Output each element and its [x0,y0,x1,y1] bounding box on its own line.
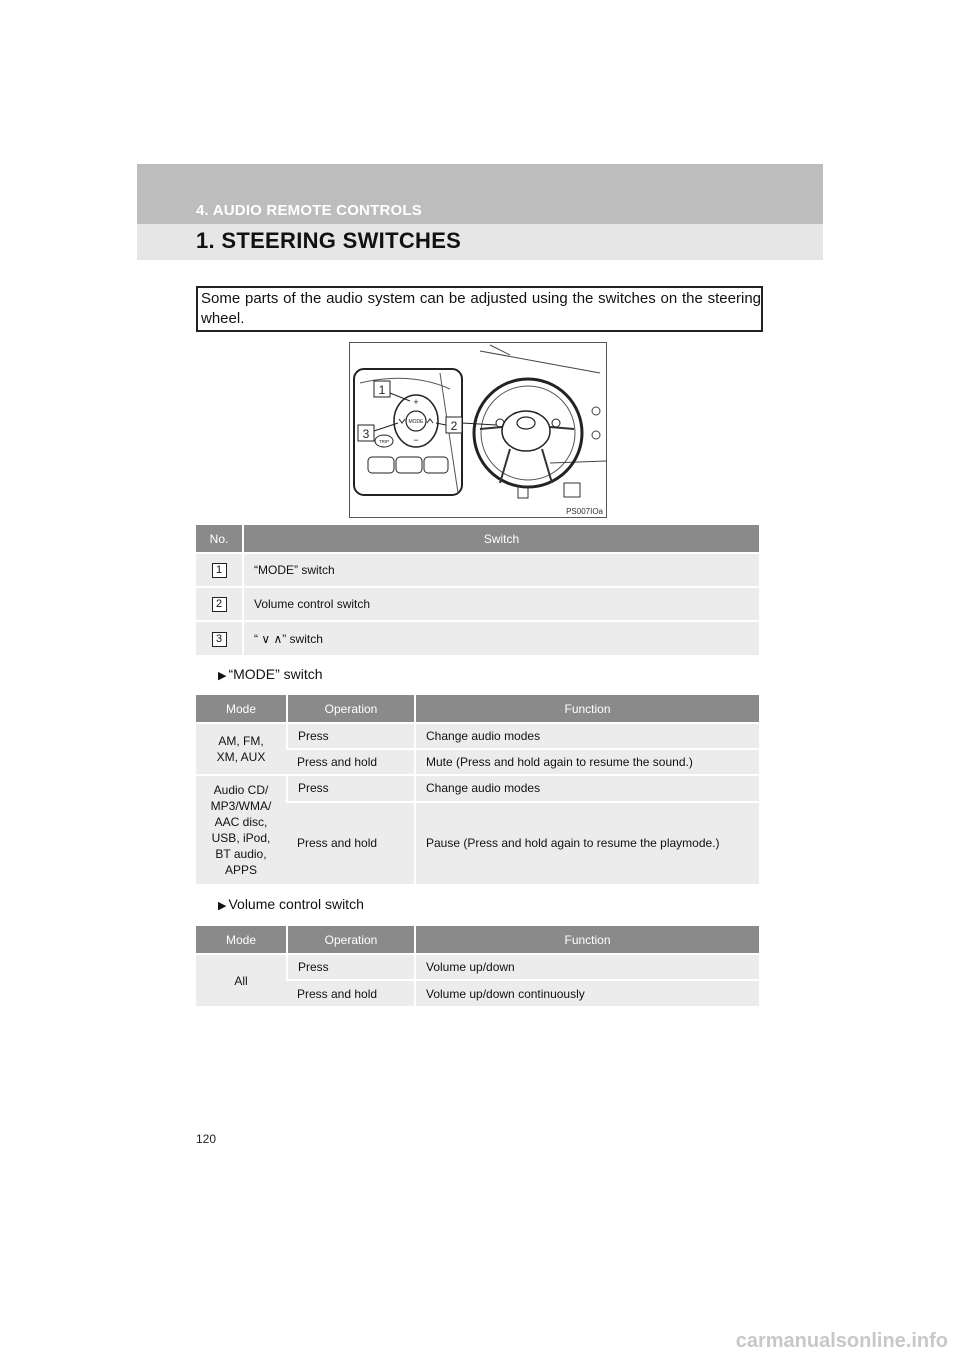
switch-label: “MODE” switch [243,553,759,587]
function-cell: Change audio modes [415,775,759,802]
watermark: carmanualsonline.info [735,1330,948,1352]
steering-wheel-illustration [349,342,607,518]
volume-switch-heading-text: Volume control switch [228,896,364,912]
operation-cell: Press [287,723,415,749]
operation-cell: Press and hold [287,802,415,884]
mode-cell: All [196,954,287,1006]
switch-row [196,553,759,587]
mode-table-header-mode: Mode [196,695,287,723]
illustration-code: PS007IOa [566,507,603,516]
volume-table-header-operation: Operation [287,926,415,954]
switch-table-header-switch: Switch [243,525,759,553]
illus-trip-label: TRIP [378,439,390,444]
arrow-right-icon: ▶ [218,900,227,912]
mode-table-header-operation: Operation [287,695,415,723]
function-cell: Change audio modes [415,723,759,749]
svg-text:+: + [413,397,419,407]
mode-switch-heading [218,666,323,682]
volume-table [196,926,759,1006]
operation-cell: Press and hold [287,749,415,775]
intro-text: Some parts of the audio system can be adjusted using the switches on the steering wheel. [201,290,761,327]
table-row [196,775,759,802]
switch-label: Volume control switch [243,587,759,621]
switch-row [196,621,759,655]
table-row [196,954,759,980]
callout-1: 1 [378,383,386,397]
mode-table [196,695,759,884]
switch-row [196,587,759,621]
volume-table-header-function: Function [415,926,759,954]
switch-number: 1 [212,563,227,578]
illus-mode-label: MODE [408,419,424,425]
intro-box [196,286,763,332]
steering-wheel-drawing [350,343,606,517]
callout-3: 3 [362,427,370,441]
section-label: 4. AUDIO REMOTE CONTROLS [196,202,422,219]
volume-switch-heading [218,896,364,912]
svg-text:−: − [413,435,419,445]
switch-number: 2 [212,597,227,612]
switch-table [196,525,759,655]
mode-switch-heading-text: “MODE” switch [228,666,323,682]
page-number: 120 [196,1132,217,1146]
operation-cell: Press [287,775,415,802]
function-cell: Volume up/down continuously [415,980,759,1006]
operation-cell: Press [287,954,415,980]
function-cell: Pause (Press and hold again to resume the playmode.) [415,802,759,884]
page-title: 1. STEERING SWITCHES [196,228,462,253]
function-cell: Mute (Press and hold again to resume the sound.) [415,749,759,775]
table-row [196,723,759,749]
volume-table-header-mode: Mode [196,926,287,954]
switch-number: 3 [212,632,227,647]
switch-table-header-no: No. [196,525,243,553]
operation-cell: Press and hold [287,980,415,1006]
mode-table-header-function: Function [415,695,759,723]
mode-cell: Audio CD/ MP3/WMA/ AAC disc, USB, iPod, BT audio, APPS [196,775,287,884]
switch-label: “ ∨ ∧” switch [243,621,759,655]
arrow-right-icon: ▶ [218,670,227,682]
mode-cell: AM, FM, XM, AUX [196,723,287,775]
function-cell: Volume up/down [415,954,759,980]
callout-2: 2 [450,419,458,433]
